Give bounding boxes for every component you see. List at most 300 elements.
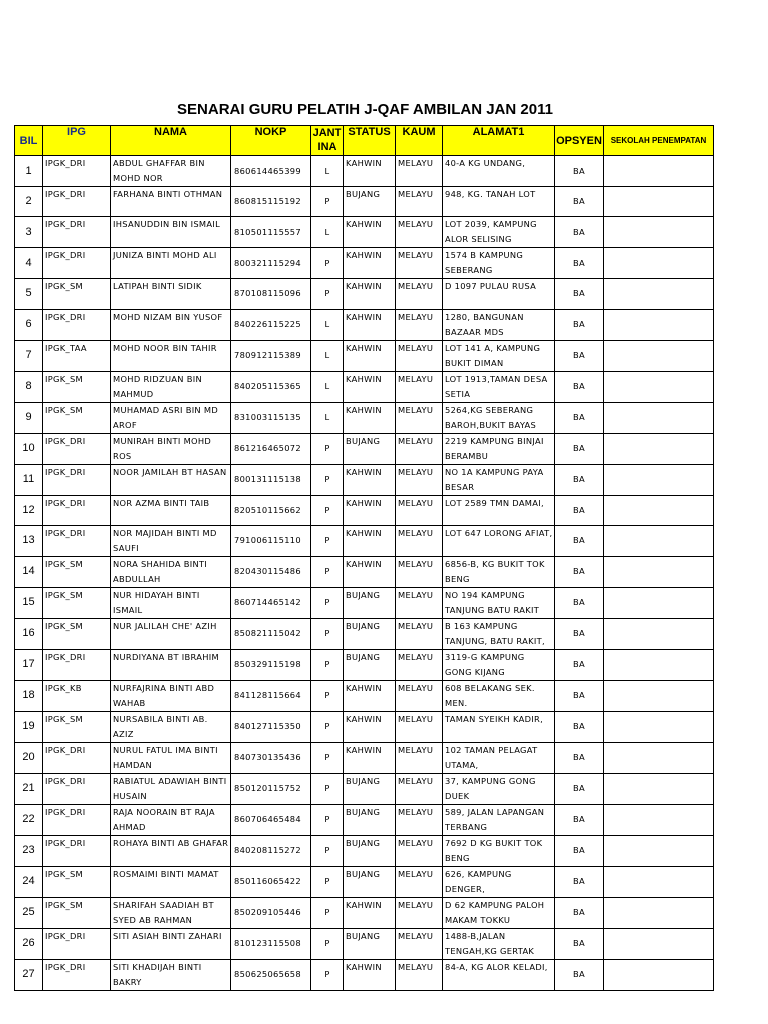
table-row: [15, 525, 714, 556]
cell-nama: MOHD RIDZUAN BIN MAHMUD: [111, 371, 231, 402]
cell-jantina: P: [311, 959, 344, 990]
cell-nama: SITI KHADIJAH BINTI BAKRY: [111, 959, 231, 990]
cell-nama: SHARIFAH SAADIAH BT SYED AB RAHMAN: [111, 897, 231, 928]
cell-nokp: 850120115752: [231, 773, 311, 804]
cell-sekolah: [604, 556, 714, 587]
cell-opsyen: BA: [555, 959, 604, 990]
cell-bil: 7: [15, 340, 43, 371]
cell-opsyen: BA: [555, 464, 604, 495]
cell-ipg: IPGK_DRI: [43, 525, 111, 556]
cell-ipg: IPGK_DRI: [43, 217, 111, 248]
header-nama: NAMA: [111, 126, 231, 156]
cell-bil: 13: [15, 525, 43, 556]
cell-alamat: LOT 2039, KAMPUNG ALOR SELISING: [443, 217, 555, 248]
cell-bil: 16: [15, 618, 43, 649]
cell-sekolah: [604, 464, 714, 495]
cell-sekolah: [604, 711, 714, 742]
cell-alamat: 7692 D KG BUKIT TOK BENG: [443, 835, 555, 866]
cell-opsyen: BA: [555, 618, 604, 649]
cell-bil: 25: [15, 897, 43, 928]
cell-alamat: NO 1A KAMPUNG PAYA BESAR: [443, 464, 555, 495]
cell-jantina: P: [311, 279, 344, 309]
cell-nama: IHSANUDDIN BIN ISMAIL: [111, 217, 231, 248]
cell-ipg: IPGK_DRI: [43, 248, 111, 279]
cell-ipg: IPGK_DRI: [43, 835, 111, 866]
cell-nokp: 850625065658: [231, 959, 311, 990]
trainee-table: [14, 125, 714, 991]
cell-status: KAHWIN: [344, 525, 396, 556]
cell-kaum: MELAYU: [396, 959, 443, 990]
cell-jantina: P: [311, 835, 344, 866]
cell-opsyen: BA: [555, 866, 604, 897]
cell-nama: JUNIZA BINTI MOHD ALI: [111, 248, 231, 279]
cell-status: BUJANG: [344, 835, 396, 866]
cell-alamat: 6856-B, KG BUKIT TOK BENG: [443, 556, 555, 587]
cell-ipg: IPGK_SM: [43, 402, 111, 433]
cell-ipg: IPGK_KB: [43, 680, 111, 711]
cell-kaum: MELAYU: [396, 773, 443, 804]
cell-kaum: MELAYU: [396, 464, 443, 495]
cell-status: BUJANG: [344, 928, 396, 959]
cell-ipg: IPGK_DRI: [43, 928, 111, 959]
cell-status: KAHWIN: [344, 248, 396, 279]
cell-kaum: MELAYU: [396, 680, 443, 711]
cell-sekolah: [604, 217, 714, 248]
cell-ipg: IPGK_DRI: [43, 742, 111, 773]
cell-status: BUJANG: [344, 804, 396, 835]
cell-nama: NOR MAJIDAH BINTI MD SAUFI: [111, 525, 231, 556]
table-row: [15, 618, 714, 649]
cell-status: BUJANG: [344, 433, 396, 464]
cell-alamat: 626, KAMPUNG DENGER,: [443, 866, 555, 897]
cell-nama: NURSABILA BINTI AB. AZIZ: [111, 711, 231, 742]
cell-opsyen: BA: [555, 928, 604, 959]
cell-nokp: 860714465142: [231, 587, 311, 618]
cell-nokp: 860614465399: [231, 156, 311, 187]
cell-nama: FARHANA BINTI OTHMAN: [111, 187, 231, 217]
cell-status: KAHWIN: [344, 217, 396, 248]
cell-alamat: 948, KG. TANAH LOT: [443, 187, 555, 217]
cell-kaum: MELAYU: [396, 649, 443, 680]
cell-nama: NURDIYANA BT IBRAHIM: [111, 649, 231, 680]
cell-ipg: IPGK_SM: [43, 279, 111, 309]
cell-sekolah: [604, 618, 714, 649]
cell-jantina: P: [311, 773, 344, 804]
cell-status: KAHWIN: [344, 402, 396, 433]
cell-ipg: IPGK_SM: [43, 897, 111, 928]
cell-opsyen: BA: [555, 402, 604, 433]
cell-sekolah: [604, 156, 714, 187]
cell-nama: RAJA NOORAIN BT RAJA AHMAD: [111, 804, 231, 835]
cell-nama: LATIPAH BINTI SIDIK: [111, 279, 231, 309]
cell-nokp: 870108115096: [231, 279, 311, 309]
cell-opsyen: BA: [555, 279, 604, 309]
cell-nokp: 791006115110: [231, 525, 311, 556]
cell-status: KAHWIN: [344, 371, 396, 402]
cell-opsyen: BA: [555, 187, 604, 217]
table-row: [15, 959, 714, 990]
cell-opsyen: BA: [555, 773, 604, 804]
cell-sekolah: [604, 928, 714, 959]
cell-bil: 27: [15, 959, 43, 990]
cell-bil: 19: [15, 711, 43, 742]
cell-nama: NURFAJRINA BINTI ABD WAHAB: [111, 680, 231, 711]
cell-alamat: 1280, BANGUNAN BAZAAR MDS: [443, 309, 555, 340]
table-row: [15, 495, 714, 525]
cell-sekolah: [604, 587, 714, 618]
header-alamat: ALAMAT1: [443, 126, 555, 156]
cell-status: BUJANG: [344, 866, 396, 897]
cell-bil: 12: [15, 495, 43, 525]
cell-alamat: 1488-B,JALAN TENGAH,KG GERTAK: [443, 928, 555, 959]
cell-ipg: IPGK_DRI: [43, 309, 111, 340]
cell-jantina: P: [311, 742, 344, 773]
cell-nokp: 810123115508: [231, 928, 311, 959]
cell-nama: ROHAYA BINTI AB GHAFAR: [111, 835, 231, 866]
cell-alamat: LOT 647 LORONG AFIAT,: [443, 525, 555, 556]
header-jantina-line2: INA: [317, 141, 337, 153]
table-row: [15, 928, 714, 959]
cell-bil: 23: [15, 835, 43, 866]
cell-ipg: IPGK_DRI: [43, 156, 111, 187]
cell-ipg: IPGK_DRI: [43, 187, 111, 217]
table-row: [15, 464, 714, 495]
cell-kaum: MELAYU: [396, 156, 443, 187]
table-row: [15, 897, 714, 928]
table-row: [15, 156, 714, 187]
cell-kaum: MELAYU: [396, 711, 443, 742]
cell-nokp: 810501115557: [231, 217, 311, 248]
cell-alamat: 2219 KAMPUNG BINJAI BERAMBU: [443, 433, 555, 464]
cell-bil: 2: [15, 187, 43, 217]
cell-opsyen: BA: [555, 711, 604, 742]
cell-nokp: 840127115350: [231, 711, 311, 742]
cell-alamat: 608 BELAKANG SEK. MEN.: [443, 680, 555, 711]
cell-sekolah: [604, 959, 714, 990]
cell-jantina: L: [311, 156, 344, 187]
cell-sekolah: [604, 279, 714, 309]
cell-status: KAHWIN: [344, 959, 396, 990]
table-row: [15, 248, 714, 279]
cell-status: KAHWIN: [344, 742, 396, 773]
header-jantina-line1: JANT: [312, 127, 342, 139]
cell-nokp: 840226115225: [231, 309, 311, 340]
cell-nama: NOR AZMA BINTI TAIB: [111, 495, 231, 525]
table-row: [15, 773, 714, 804]
table-row: [15, 835, 714, 866]
header-kaum: KAUM: [396, 126, 443, 156]
cell-status: BUJANG: [344, 649, 396, 680]
table-row: [15, 649, 714, 680]
header-status: STATUS: [344, 126, 396, 156]
cell-opsyen: BA: [555, 248, 604, 279]
header-nokp: NOKP: [231, 126, 311, 156]
cell-bil: 5: [15, 279, 43, 309]
cell-opsyen: BA: [555, 680, 604, 711]
table-row: [15, 340, 714, 371]
cell-nama: NUR JALILAH CHE' AZIH: [111, 618, 231, 649]
cell-status: KAHWIN: [344, 156, 396, 187]
table-row: [15, 433, 714, 464]
cell-kaum: MELAYU: [396, 525, 443, 556]
cell-ipg: IPGK_DRI: [43, 773, 111, 804]
cell-sekolah: [604, 402, 714, 433]
cell-sekolah: [604, 433, 714, 464]
cell-opsyen: BA: [555, 742, 604, 773]
cell-nokp: 820510115662: [231, 495, 311, 525]
cell-alamat: 589, JALAN LAPANGAN TERBANG: [443, 804, 555, 835]
cell-opsyen: BA: [555, 804, 604, 835]
cell-alamat: 102 TAMAN PELAGAT UTAMA,: [443, 742, 555, 773]
cell-sekolah: [604, 804, 714, 835]
cell-status: KAHWIN: [344, 279, 396, 309]
table-row: [15, 587, 714, 618]
cell-jantina: P: [311, 464, 344, 495]
table-row: [15, 804, 714, 835]
cell-nama: NORA SHAHIDA BINTI ABDULLAH: [111, 556, 231, 587]
cell-jantina: L: [311, 309, 344, 340]
cell-jantina: P: [311, 649, 344, 680]
cell-sekolah: [604, 525, 714, 556]
cell-alamat: 1574 B KAMPUNG SEBERANG: [443, 248, 555, 279]
cell-status: BUJANG: [344, 587, 396, 618]
cell-sekolah: [604, 773, 714, 804]
cell-bil: 18: [15, 680, 43, 711]
table-row: [15, 680, 714, 711]
cell-sekolah: [604, 897, 714, 928]
cell-kaum: MELAYU: [396, 340, 443, 371]
cell-nama: ROSMAIMI BINTI MAMAT: [111, 866, 231, 897]
cell-jantina: P: [311, 866, 344, 897]
cell-alamat: 5264,KG SEBERANG BAROH,BUKIT BAYAS: [443, 402, 555, 433]
cell-nokp: 820430115486: [231, 556, 311, 587]
table-row: [15, 711, 714, 742]
cell-kaum: MELAYU: [396, 866, 443, 897]
cell-nokp: 850329115198: [231, 649, 311, 680]
cell-nokp: 840730135436: [231, 742, 311, 773]
cell-bil: 9: [15, 402, 43, 433]
cell-kaum: MELAYU: [396, 618, 443, 649]
cell-bil: 8: [15, 371, 43, 402]
cell-kaum: MELAYU: [396, 433, 443, 464]
cell-alamat: D 1097 PULAU RUSA: [443, 279, 555, 309]
cell-bil: 4: [15, 248, 43, 279]
cell-kaum: MELAYU: [396, 402, 443, 433]
table-row: [15, 371, 714, 402]
cell-jantina: P: [311, 804, 344, 835]
cell-nokp: 850821115042: [231, 618, 311, 649]
cell-alamat: TAMAN SYEIKH KADIR,: [443, 711, 555, 742]
cell-status: BUJANG: [344, 618, 396, 649]
cell-nokp: 860815115192: [231, 187, 311, 217]
cell-nokp: 850116065422: [231, 866, 311, 897]
cell-nokp: 800321115294: [231, 248, 311, 279]
cell-status: KAHWIN: [344, 711, 396, 742]
cell-ipg: IPGK_SM: [43, 371, 111, 402]
cell-jantina: L: [311, 340, 344, 371]
cell-nama: NUR HIDAYAH BINTI ISMAIL: [111, 587, 231, 618]
cell-nama: SITI ASIAH BINTI ZAHARI: [111, 928, 231, 959]
cell-opsyen: BA: [555, 433, 604, 464]
cell-jantina: P: [311, 187, 344, 217]
cell-sekolah: [604, 866, 714, 897]
header-sekolah: SEKOLAH PENEMPATAN: [604, 126, 714, 156]
cell-opsyen: BA: [555, 309, 604, 340]
cell-status: KAHWIN: [344, 340, 396, 371]
cell-bil: 6: [15, 309, 43, 340]
cell-bil: 3: [15, 217, 43, 248]
cell-nokp: 850209105446: [231, 897, 311, 928]
table-body: [15, 156, 714, 991]
cell-opsyen: BA: [555, 371, 604, 402]
cell-sekolah: [604, 649, 714, 680]
cell-bil: 15: [15, 587, 43, 618]
cell-kaum: MELAYU: [396, 804, 443, 835]
cell-status: KAHWIN: [344, 495, 396, 525]
cell-kaum: MELAYU: [396, 556, 443, 587]
cell-bil: 14: [15, 556, 43, 587]
cell-ipg: IPGK_DRI: [43, 433, 111, 464]
cell-ipg: IPGK_SM: [43, 711, 111, 742]
cell-ipg: IPGK_DRI: [43, 495, 111, 525]
cell-alamat: 37, KAMPUNG GONG DUEK: [443, 773, 555, 804]
cell-bil: 21: [15, 773, 43, 804]
cell-ipg: IPGK_TAA: [43, 340, 111, 371]
cell-nama: RABIATUL ADAWIAH BINTI HUSAIN: [111, 773, 231, 804]
cell-jantina: P: [311, 928, 344, 959]
cell-status: BUJANG: [344, 773, 396, 804]
cell-kaum: MELAYU: [396, 217, 443, 248]
cell-ipg: IPGK_SM: [43, 866, 111, 897]
cell-kaum: MELAYU: [396, 371, 443, 402]
cell-opsyen: BA: [555, 897, 604, 928]
cell-alamat: LOT 141 A, KAMPUNG BUKIT DIMAN: [443, 340, 555, 371]
cell-nokp: 840208115272: [231, 835, 311, 866]
cell-status: KAHWIN: [344, 897, 396, 928]
cell-bil: 22: [15, 804, 43, 835]
cell-jantina: P: [311, 556, 344, 587]
header-row: [15, 126, 714, 156]
cell-kaum: MELAYU: [396, 495, 443, 525]
cell-bil: 26: [15, 928, 43, 959]
cell-sekolah: [604, 371, 714, 402]
cell-jantina: L: [311, 371, 344, 402]
cell-opsyen: BA: [555, 340, 604, 371]
cell-jantina: P: [311, 897, 344, 928]
cell-opsyen: BA: [555, 217, 604, 248]
cell-bil: 17: [15, 649, 43, 680]
cell-nokp: 841128115664: [231, 680, 311, 711]
cell-bil: 1: [15, 156, 43, 187]
cell-ipg: IPGK_DRI: [43, 649, 111, 680]
cell-opsyen: BA: [555, 835, 604, 866]
cell-alamat: B 163 KAMPUNG TANJUNG, BATU RAKIT,: [443, 618, 555, 649]
cell-jantina: P: [311, 525, 344, 556]
header-ipg: IPG: [43, 126, 111, 156]
cell-ipg: IPGK_DRI: [43, 464, 111, 495]
cell-bil: 20: [15, 742, 43, 773]
cell-status: KAHWIN: [344, 309, 396, 340]
cell-jantina: L: [311, 217, 344, 248]
table-row: [15, 866, 714, 897]
cell-bil: 10: [15, 433, 43, 464]
cell-ipg: IPGK_SM: [43, 556, 111, 587]
cell-ipg: IPGK_DRI: [43, 959, 111, 990]
cell-opsyen: BA: [555, 525, 604, 556]
cell-sekolah: [604, 309, 714, 340]
cell-alamat: 40-A KG UNDANG,: [443, 156, 555, 187]
table-row: [15, 217, 714, 248]
table-row: [15, 556, 714, 587]
cell-kaum: MELAYU: [396, 928, 443, 959]
cell-jantina: P: [311, 248, 344, 279]
cell-nokp: 800131115138: [231, 464, 311, 495]
cell-alamat: LOT 1913,TAMAN DESA SETIA: [443, 371, 555, 402]
cell-kaum: MELAYU: [396, 587, 443, 618]
cell-opsyen: BA: [555, 156, 604, 187]
cell-kaum: MELAYU: [396, 835, 443, 866]
header-jantina: [311, 126, 344, 156]
cell-jantina: P: [311, 711, 344, 742]
cell-ipg: IPGK_SM: [43, 587, 111, 618]
cell-bil: 24: [15, 866, 43, 897]
cell-alamat: LOT 2589 TMN DAMAI,: [443, 495, 555, 525]
cell-bil: 11: [15, 464, 43, 495]
cell-kaum: MELAYU: [396, 187, 443, 217]
cell-ipg: IPGK_DRI: [43, 804, 111, 835]
cell-kaum: MELAYU: [396, 742, 443, 773]
table-row: [15, 309, 714, 340]
cell-status: BUJANG: [344, 187, 396, 217]
cell-kaum: MELAYU: [396, 897, 443, 928]
cell-alamat: 3119-G KAMPUNG GONG KIJANG: [443, 649, 555, 680]
cell-status: KAHWIN: [344, 680, 396, 711]
cell-jantina: P: [311, 618, 344, 649]
cell-opsyen: BA: [555, 587, 604, 618]
cell-kaum: MELAYU: [396, 309, 443, 340]
cell-alamat: NO 194 KAMPUNG TANJUNG BATU RAKIT: [443, 587, 555, 618]
cell-jantina: P: [311, 680, 344, 711]
cell-jantina: P: [311, 587, 344, 618]
cell-kaum: MELAYU: [396, 248, 443, 279]
cell-nokp: 840205115365: [231, 371, 311, 402]
cell-status: KAHWIN: [344, 464, 396, 495]
cell-status: KAHWIN: [344, 556, 396, 587]
cell-sekolah: [604, 742, 714, 773]
table-row: [15, 742, 714, 773]
table-row: [15, 402, 714, 433]
cell-opsyen: BA: [555, 556, 604, 587]
header-opsyen: OPSYEN: [555, 126, 604, 156]
table-row: [15, 187, 714, 217]
cell-nokp: 831003115135: [231, 402, 311, 433]
cell-nokp: 860706465484: [231, 804, 311, 835]
cell-nama: MUHAMAD ASRI BIN MD AROF: [111, 402, 231, 433]
cell-alamat: 84-A, KG ALOR KELADI,: [443, 959, 555, 990]
cell-nokp: 780912115389: [231, 340, 311, 371]
cell-nama: NURUL FATUL IMA BINTI HAMDAN: [111, 742, 231, 773]
header-bil: BIL: [15, 126, 43, 156]
cell-nokp: 861216465072: [231, 433, 311, 464]
cell-nama: NOOR JAMILAH BT HASAN: [111, 464, 231, 495]
cell-sekolah: [604, 340, 714, 371]
cell-sekolah: [604, 187, 714, 217]
cell-nama: ABDUL GHAFFAR BIN MOHD NOR: [111, 156, 231, 187]
cell-ipg: IPGK_SM: [43, 618, 111, 649]
cell-sekolah: [604, 835, 714, 866]
cell-opsyen: BA: [555, 649, 604, 680]
cell-jantina: P: [311, 495, 344, 525]
